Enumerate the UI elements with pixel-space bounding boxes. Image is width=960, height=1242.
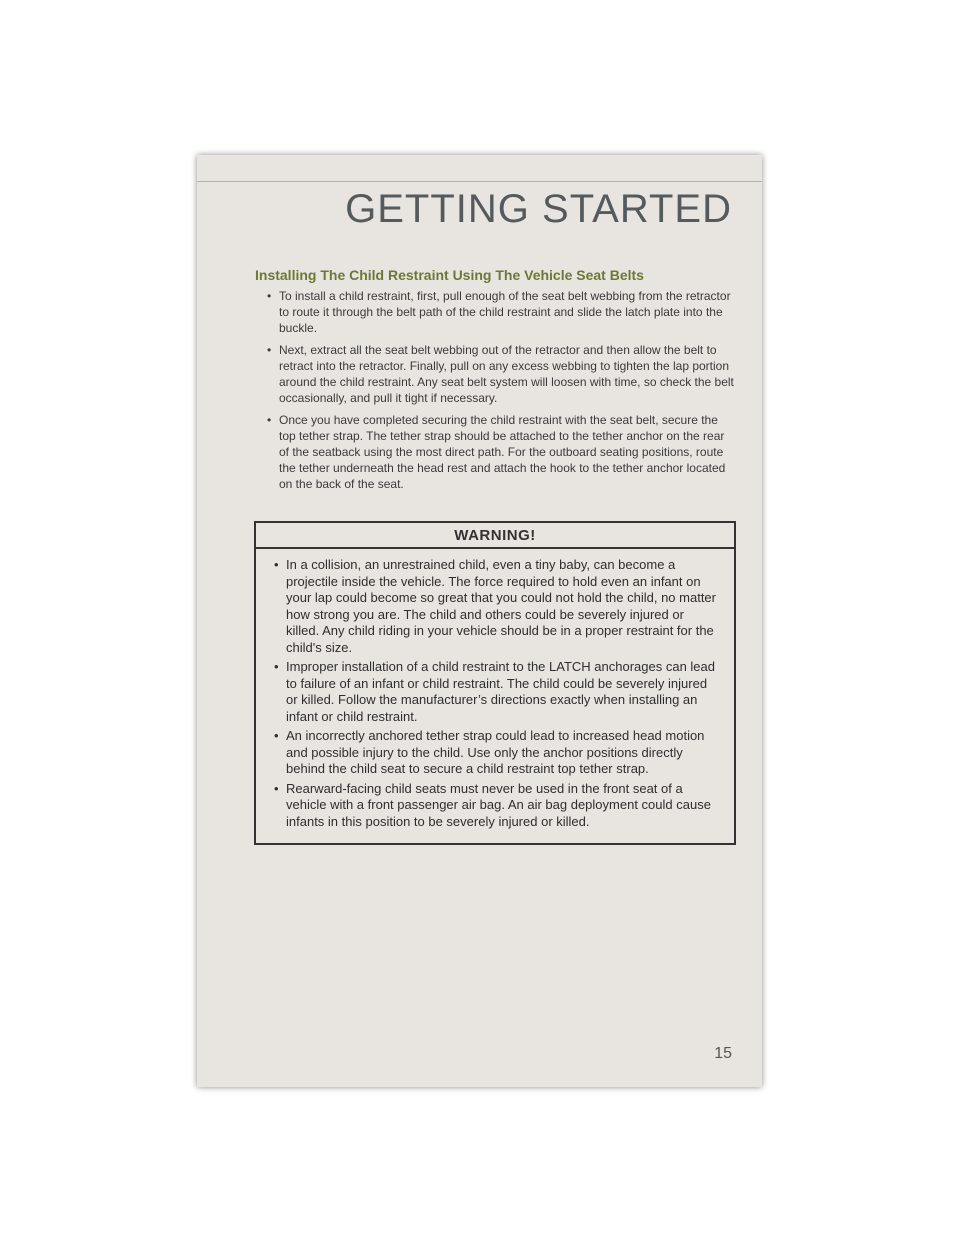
list-item bbox=[274, 728, 716, 778]
list-item bbox=[267, 342, 737, 406]
warning-list bbox=[256, 549, 734, 843]
subheading: Installing The Child Restraint Using The Vehicle Seat Belts bbox=[255, 267, 644, 283]
bullet-icon: • bbox=[274, 557, 279, 572]
list-item bbox=[267, 288, 737, 336]
list-item bbox=[274, 659, 716, 725]
warning-item-text: An incorrectly anchored tether strap could lead to increased head motion and possible injury to the child. Use only the anchor positions directly behind the child seat to secure a child restraint top tether strap. bbox=[286, 728, 705, 776]
bullet-icon: • bbox=[274, 728, 279, 743]
list-item-text: Once you have completed securing the child restraint with the seat belt, secure the top tether strap. The tether strap should be attached to the tether anchor on the rear of the seatback using the most direct path. For the outboard seating positions, route the tether underneath the head rest and attach the hook to the tether anchor located on the back of the seat. bbox=[279, 413, 726, 491]
section-title: GETTING STARTED bbox=[345, 187, 732, 231]
list-item bbox=[274, 781, 716, 831]
bullet-icon: • bbox=[267, 413, 272, 427]
instruction-list bbox=[267, 288, 737, 498]
bullet-icon: • bbox=[274, 659, 279, 674]
bullet-icon: • bbox=[267, 343, 272, 357]
bullet-icon: • bbox=[267, 289, 272, 303]
warning-box bbox=[254, 521, 736, 845]
warning-title: WARNING! bbox=[256, 523, 734, 549]
list-item-text: To install a child restraint, first, pull enough of the seat belt webbing from the retractor to route it through the belt path of the child restraint and slide the latch plate into the buckle. bbox=[279, 289, 731, 335]
warning-item-text: Improper installation of a child restraint to the LATCH anchorages can lead to failure of an infant or child restraint. The child could be severely injured or killed. Follow the manufacturer’s directions exactly when installing an infant or child restraint. bbox=[286, 659, 715, 724]
page-number: 15 bbox=[714, 1045, 732, 1062]
list-item bbox=[274, 557, 716, 656]
bullet-icon: • bbox=[274, 780, 279, 796]
manual-page bbox=[197, 155, 762, 1087]
list-item-text: Next, extract all the seat belt webbing out of the retractor and then allow the belt to retract into the retractor. Finally, pull on any excess webbing to tighten the lap portion around the child restraint. Any seat belt system will loosen with time, so check the belt occasionally, and pull it tight if necessary. bbox=[279, 343, 734, 405]
warning-item-text: Rearward-facing child seats must never be used in the front seat of a vehicle with a front passenger air bag. An air bag deployment could cause infants in this position to be severely injured or killed. bbox=[286, 780, 711, 829]
warning-item-text: In a collision, an unrestrained child, even a tiny baby, can become a projectile inside the vehicle. The force required to hold even an infant on your lap could become so great that you could not hold the child, no matter how strong you are. The child and others could be severely injured or killed. Any child riding in your vehicle should be in a proper restraint for the child's size. bbox=[286, 557, 716, 655]
header-rule bbox=[197, 181, 762, 182]
list-item bbox=[267, 412, 737, 492]
